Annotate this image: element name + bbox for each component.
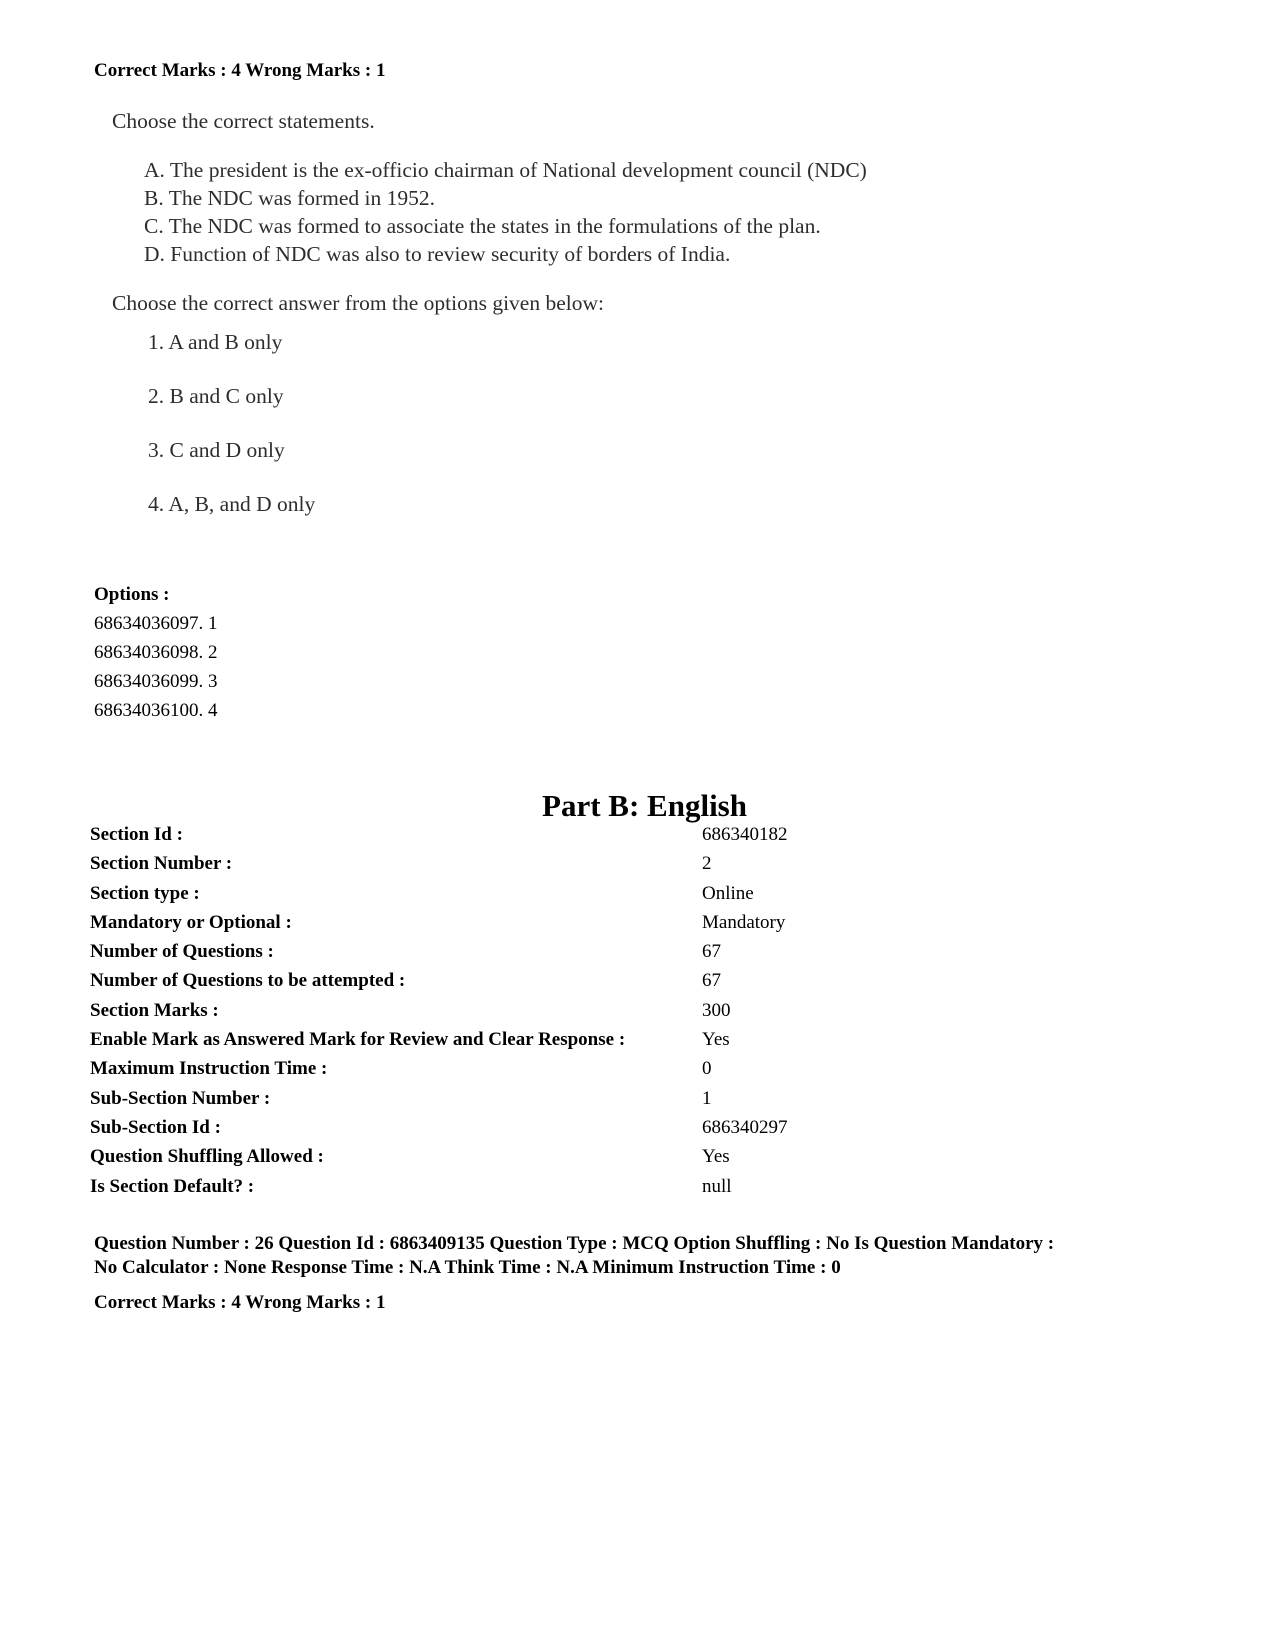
table-row — [90, 1088, 788, 1117]
table-row — [90, 970, 788, 999]
info-key: Sub-Section Id : — [90, 1116, 221, 1138]
correct-wrong-marks-top: Correct Marks : 4 Wrong Marks : 1 — [94, 60, 386, 81]
info-value: 686340182 — [702, 824, 788, 845]
options-label: Options : — [94, 584, 170, 605]
info-key: Section Marks : — [90, 999, 219, 1021]
info-value: 686340297 — [702, 1116, 788, 1138]
choice-1: 1. A and B only — [148, 330, 283, 354]
option-row: 68634036097. 1 — [94, 613, 218, 634]
info-value: Yes — [702, 1146, 730, 1168]
option-row: 68634036100. 4 — [94, 700, 218, 721]
table-row — [90, 824, 788, 853]
info-key: Number of Questions : — [90, 941, 274, 963]
question-image — [112, 108, 992, 518]
info-key: Is Section Default? : — [90, 1175, 255, 1197]
info-value: 67 — [702, 970, 721, 992]
part-title — [0, 788, 1275, 824]
option-row: 68634036098. 2 — [94, 642, 218, 663]
question-prompt: Choose the correct statements. — [112, 109, 375, 133]
info-value: 67 — [702, 941, 721, 963]
table-row — [90, 1146, 788, 1175]
table-row — [90, 1029, 788, 1058]
table-row — [90, 883, 788, 912]
choice-3: 3. C and D only — [148, 438, 285, 462]
question-meta-line-2: No Calculator : None Response Time : N.A Think Time : N.A Minimum Instruction Time : 0 — [94, 1257, 841, 1278]
info-key: Sub-Section Number : — [90, 1087, 271, 1109]
question-meta — [94, 1232, 1194, 1280]
answer-instruction: Choose the correct answer from the options given below: — [112, 291, 604, 315]
table-row — [90, 941, 788, 970]
option-row: 68634036099. 3 — [94, 671, 218, 692]
correct-wrong-marks-bottom: Correct Marks : 4 Wrong Marks : 1 — [94, 1292, 386, 1313]
info-key: Mandatory or Optional : — [90, 911, 292, 933]
info-value: 2 — [702, 853, 712, 875]
info-value: 1 — [702, 1087, 712, 1109]
table-row — [90, 1058, 788, 1087]
statement-c: C. The NDC was formed to associate the states in the formulations of the plan. — [144, 214, 821, 238]
info-key: Section Number : — [90, 853, 233, 875]
statement-a: A. The president is the ex-officio chairman of National development council (NDC) — [144, 158, 867, 182]
choice-list — [112, 328, 992, 518]
info-value: Online — [702, 882, 754, 904]
part-title-text: Part B: English — [542, 788, 747, 823]
info-key: Section Id : — [90, 824, 183, 845]
info-value: Yes — [702, 1029, 730, 1051]
choice-4: 4. A, B, and D only — [148, 492, 316, 516]
info-value: 300 — [702, 999, 731, 1021]
section-info-table — [90, 824, 788, 1205]
info-value: null — [702, 1175, 732, 1197]
question-meta-line-1: Question Number : 26 Question Id : 6863409135 Question Type : MCQ Option Shuffling : No Is Question Mandatory : — [94, 1233, 1055, 1254]
info-value: Mandatory — [702, 911, 786, 933]
info-key: Number of Questions to be attempted : — [90, 970, 406, 992]
statement-list — [112, 156, 992, 268]
info-key: Question Shuffling Allowed : — [90, 1146, 324, 1168]
info-key: Enable Mark as Answered Mark for Review and Clear Response : — [90, 1029, 626, 1051]
statement-b: B. The NDC was formed in 1952. — [144, 186, 436, 210]
info-key: Maximum Instruction Time : — [90, 1058, 328, 1080]
info-key: Section type : — [90, 882, 200, 904]
table-row — [90, 1000, 788, 1029]
table-row — [90, 1176, 788, 1205]
table-row — [90, 912, 788, 941]
info-value: 0 — [702, 1058, 712, 1080]
choice-2: 2. B and C only — [148, 384, 284, 408]
table-row — [90, 853, 788, 882]
options-block — [94, 580, 218, 725]
table-row — [90, 1117, 788, 1146]
statement-d: D. Function of NDC was also to review security of borders of India. — [144, 242, 731, 266]
